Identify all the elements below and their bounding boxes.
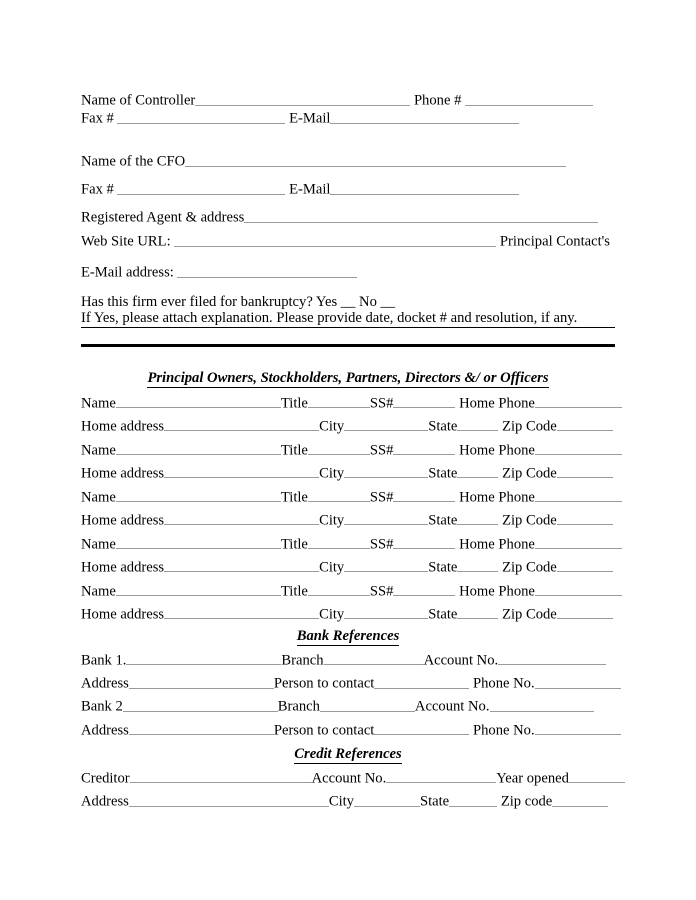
owner-name-row[interactable]: [81, 442, 622, 458]
controller-fax-email-blank-3[interactable]: [330, 110, 519, 124]
owner-4-address-label-4: State: [428, 559, 458, 576]
cfo-name-blank-1[interactable]: [185, 153, 566, 167]
website-url-label-2: Principal Contact's: [496, 233, 610, 250]
owner-3-name-label-2: Title: [280, 489, 308, 506]
controller-label-0: Name of Controller: [81, 92, 196, 109]
bank-1-blank-1[interactable]: [126, 652, 281, 666]
owner-4-name-label-4: SS#: [369, 536, 394, 553]
owner-2-name-label-2: Title: [280, 442, 308, 459]
owner-3-address-blank-3[interactable]: [344, 512, 428, 526]
owner-name-row[interactable]: [81, 583, 622, 599]
bank-2-address-label-0: Address: [81, 722, 129, 739]
cfo-fax-email-blank-1[interactable]: [117, 181, 285, 195]
owner-2-name-blank-1[interactable]: [116, 442, 281, 456]
row-cfo-fax-email[interactable]: [81, 181, 519, 197]
owner-1-address-label-2: City: [319, 418, 345, 435]
bank-references-section: [81, 628, 615, 739]
bank-1-label-0: Bank 1.: [81, 652, 127, 669]
owner-4-name-label-6: Home Phone: [455, 536, 535, 553]
creditor-label-0: Creditor: [81, 770, 130, 787]
bankruptcy-note: If Yes, please attach explanation. Please provide date, docket # and resolution, if any.: [81, 310, 578, 326]
creditor-label-4: Year opened: [496, 770, 569, 787]
bank-2-blank-5[interactable]: [490, 698, 594, 712]
bank-2-address-blank-5[interactable]: [535, 722, 621, 736]
bank-1-blank-5[interactable]: [498, 652, 606, 666]
owner-4-name-blank-3[interactable]: [308, 536, 370, 550]
owner-1-name-blank-5[interactable]: [393, 395, 455, 409]
owner-5-address-blank-5[interactable]: [457, 606, 498, 620]
email-address-label-0: E-Mail address:: [81, 264, 178, 281]
controller-blank-1[interactable]: [195, 92, 410, 106]
owner-2-name-label-4: SS#: [369, 442, 394, 459]
creditor-address-blank-7[interactable]: [552, 793, 608, 807]
owner-5-address-label-0: Home address: [81, 606, 165, 623]
owner-2-address-blank-7[interactable]: [557, 465, 613, 479]
bank-1-blank-3[interactable]: [324, 652, 424, 666]
owner-4-address-blank-3[interactable]: [344, 559, 428, 573]
credit-references-heading-text: Credit References: [294, 746, 402, 762]
owner-1-name-label-6: Home Phone: [455, 395, 535, 412]
owner-2-address-label-6: Zip Code: [498, 465, 557, 482]
row-registered-agent[interactable]: [81, 209, 598, 225]
owner-2-name-blank-3[interactable]: [308, 442, 370, 456]
owner-5-name-label-2: Title: [280, 583, 308, 600]
bank-1-address-blank-5[interactable]: [535, 675, 621, 689]
owner-address-row[interactable]: [81, 559, 613, 575]
owner-4-address-blank-5[interactable]: [457, 559, 498, 573]
controller-fax-email-label-2: E-Mail: [285, 110, 331, 127]
owner-5-name-blank-5[interactable]: [393, 583, 455, 597]
bank-1-address-label-2: Person to contact: [273, 675, 375, 692]
bank-1-address-label-0: Address: [81, 675, 129, 692]
creditor-address-blank-5[interactable]: [449, 793, 497, 807]
creditor-address-label-4: State: [419, 793, 450, 810]
bank-references-heading-text: Bank References: [296, 628, 400, 644]
owners-section: [81, 370, 615, 623]
owner-1-address-blank-5[interactable]: [457, 418, 498, 432]
owner-1-name-label-0: Name: [81, 395, 116, 412]
owner-1-name-label-4: SS#: [369, 395, 394, 412]
bank-2-address-label-2: Person to contact: [273, 722, 375, 739]
credit-reference-row[interactable]: [81, 770, 625, 786]
owner-1-name-blank-7[interactable]: [535, 395, 622, 409]
owner-1-address-blank-3[interactable]: [344, 418, 428, 432]
credit-references-section: [81, 746, 615, 810]
creditor-address-label-2: City: [328, 793, 354, 810]
owner-address-row[interactable]: [81, 418, 613, 434]
owner-3-name-blank-1[interactable]: [116, 489, 281, 503]
creditor-blank-5[interactable]: [569, 770, 625, 784]
creditor-label-2: Account No.: [311, 770, 387, 787]
bank-2-address-label-4: Phone No.: [469, 722, 535, 739]
owner-3-name-label-4: SS#: [369, 489, 394, 506]
bank-reference-row[interactable]: [81, 652, 606, 668]
bank-2-blank-3[interactable]: [320, 698, 415, 712]
cfo-fax-email-label-0: Fax #: [81, 181, 118, 198]
row-email-address[interactable]: [81, 264, 357, 280]
bank-2-address-blank-1[interactable]: [129, 722, 274, 736]
bankruptcy-question: Has this firm ever filed for bankruptcy? Yes __ No __: [81, 294, 396, 310]
row-cfo-name[interactable]: [81, 153, 566, 169]
controller-label-2: Phone #: [410, 92, 466, 109]
controller-fax-email-label-0: Fax #: [81, 110, 118, 127]
bank-2-blank-1[interactable]: [123, 698, 278, 712]
row-controller-fax-email[interactable]: [81, 110, 519, 126]
email-address-blank-1[interactable]: [177, 264, 357, 278]
bank-2-label-0: Bank 2: [81, 698, 123, 715]
owner-4-name-blank-5[interactable]: [393, 536, 455, 550]
owner-1-address-blank-7[interactable]: [557, 418, 613, 432]
bank-2-label-4: Account No.: [414, 698, 490, 715]
controller-fax-email-blank-1[interactable]: [117, 110, 285, 124]
credit-references-heading: [81, 747, 615, 762]
owners-heading: [81, 371, 615, 386]
owner-4-address-blank-1[interactable]: [164, 559, 319, 573]
bank-2-address-blank-3[interactable]: [374, 722, 469, 736]
owners-heading-text: Principal Owners, Stockholders, Partners, Directors &/ or Officers: [147, 370, 549, 386]
owner-4-address-label-6: Zip Code: [498, 559, 557, 576]
owner-5-name-blank-7[interactable]: [535, 583, 622, 597]
owner-2-name-blank-7[interactable]: [535, 442, 622, 456]
owner-3-address-label-0: Home address: [81, 512, 165, 529]
owner-1-name-blank-3[interactable]: [308, 395, 370, 409]
cfo-fax-email-label-2: E-Mail: [285, 181, 331, 198]
bank-1-address-label-4: Phone No.: [469, 675, 535, 692]
row-website-url[interactable]: [81, 233, 610, 249]
owner-1-name-blank-1[interactable]: [116, 395, 281, 409]
owner-2-name-label-6: Home Phone: [455, 442, 535, 459]
owner-1-address-label-4: State: [428, 418, 458, 435]
owner-3-address-label-6: Zip Code: [498, 512, 557, 529]
owner-2-address-blank-1[interactable]: [164, 465, 319, 479]
owner-1-address-label-0: Home address: [81, 418, 165, 435]
row-controller[interactable]: [81, 92, 593, 108]
owner-5-name-label-4: SS#: [369, 583, 394, 600]
website-url-label-0: Web Site URL:: [81, 233, 175, 250]
registered-agent-blank-1[interactable]: [244, 209, 598, 223]
bank-reference-row[interactable]: [81, 722, 621, 738]
section-divider-thin: [81, 327, 615, 328]
cfo-fax-email-blank-3[interactable]: [330, 181, 519, 195]
owner-3-name-blank-3[interactable]: [308, 489, 370, 503]
owner-2-address-label-0: Home address: [81, 465, 165, 482]
owner-name-row[interactable]: [81, 395, 622, 411]
owner-4-address-blank-7[interactable]: [557, 559, 613, 573]
owner-2-address-blank-3[interactable]: [344, 465, 428, 479]
owner-3-address-label-4: State: [428, 512, 458, 529]
owner-address-row[interactable]: [81, 606, 613, 622]
section-divider-thick: [81, 344, 615, 347]
owner-3-name-blank-5[interactable]: [393, 489, 455, 503]
owner-3-name-label-0: Name: [81, 489, 116, 506]
bank-reference-row[interactable]: [81, 698, 594, 714]
bank-1-address-blank-3[interactable]: [374, 675, 469, 689]
owner-5-name-label-0: Name: [81, 583, 116, 600]
credit-reference-row[interactable]: [81, 793, 608, 809]
owner-1-name-label-2: Title: [280, 395, 308, 412]
owner-2-name-blank-5[interactable]: [393, 442, 455, 456]
bank-2-label-2: Branch: [277, 698, 320, 715]
bank-1-label-4: Account No.: [423, 652, 499, 669]
owner-3-address-blank-1[interactable]: [164, 512, 319, 526]
owner-4-name-blank-7[interactable]: [535, 536, 622, 550]
bank-1-address-blank-1[interactable]: [129, 675, 274, 689]
owner-4-address-label-0: Home address: [81, 559, 165, 576]
owner-5-address-label-6: Zip Code: [498, 606, 557, 623]
owner-3-address-blank-5[interactable]: [457, 512, 498, 526]
owner-4-name-blank-1[interactable]: [116, 536, 281, 550]
owner-2-address-blank-5[interactable]: [457, 465, 498, 479]
owner-2-address-label-4: State: [428, 465, 458, 482]
owner-5-name-label-6: Home Phone: [455, 583, 535, 600]
website-url-blank-1[interactable]: [174, 233, 496, 247]
owner-3-name-blank-7[interactable]: [535, 489, 622, 503]
owner-5-address-blank-3[interactable]: [344, 606, 428, 620]
creditor-blank-1[interactable]: [130, 770, 312, 784]
bank-1-label-2: Branch: [281, 652, 324, 669]
bank-references-heading: [81, 629, 615, 644]
owner-name-row[interactable]: [81, 536, 622, 552]
owner-5-address-blank-1[interactable]: [164, 606, 319, 620]
owner-address-row[interactable]: [81, 512, 613, 528]
owner-3-address-blank-7[interactable]: [557, 512, 613, 526]
owner-2-address-label-2: City: [319, 465, 345, 482]
owner-5-name-blank-1[interactable]: [116, 583, 281, 597]
owner-5-address-blank-7[interactable]: [557, 606, 613, 620]
cfo-name-label-0: Name of the CFO: [81, 153, 186, 170]
owner-4-name-label-2: Title: [280, 536, 308, 553]
owner-4-address-label-2: City: [319, 559, 345, 576]
creditor-blank-3[interactable]: [386, 770, 496, 784]
owner-address-row[interactable]: [81, 465, 613, 481]
creditor-address-label-6: Zip code: [497, 793, 553, 810]
creditor-address-blank-1[interactable]: [129, 793, 329, 807]
owner-1-address-blank-1[interactable]: [164, 418, 319, 432]
owner-5-address-label-2: City: [319, 606, 345, 623]
owner-5-name-blank-3[interactable]: [308, 583, 370, 597]
bank-reference-row[interactable]: [81, 675, 621, 691]
owner-1-address-label-6: Zip Code: [498, 418, 557, 435]
controller-blank-3[interactable]: [465, 92, 593, 106]
owner-4-name-label-0: Name: [81, 536, 116, 553]
creditor-address-blank-3[interactable]: [354, 793, 420, 807]
owner-3-name-label-6: Home Phone: [455, 489, 535, 506]
owner-3-address-label-2: City: [319, 512, 345, 529]
creditor-address-label-0: Address: [81, 793, 129, 810]
owner-5-address-label-4: State: [428, 606, 458, 623]
owner-2-name-label-0: Name: [81, 442, 116, 459]
owner-name-row[interactable]: [81, 489, 622, 505]
registered-agent-label-0: Registered Agent & address: [81, 209, 245, 226]
